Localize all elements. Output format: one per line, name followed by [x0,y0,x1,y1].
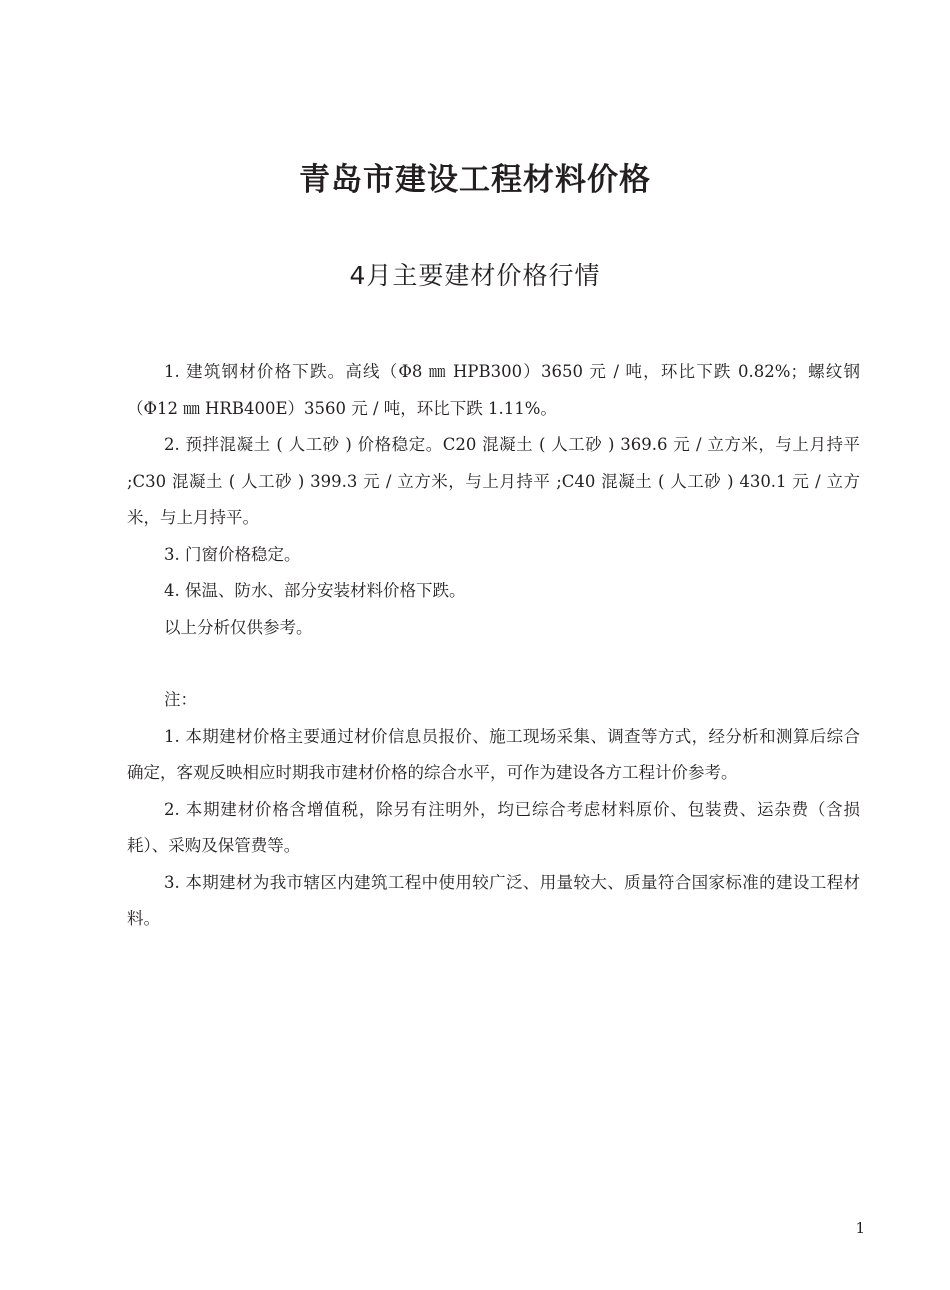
page-subtitle: 4月主要建材价格行情 [349,261,601,290]
analysis-item-steel: 1. 建筑钢材价格下跌。高线（Φ8 ㎜ HPB300）3650 元 / 吨，环比下跌 0.82%；螺纹钢（Φ12 ㎜ HRB400E）3560 元 / 吨，环比下跌 1.11%。 [127,362,860,418]
market-analysis [127,354,860,646]
notes-section [127,682,860,938]
analysis-item-insulation: 4. 保温、防水、部分安装材料价格下跌。 [164,581,466,600]
note-item-source: 1. 本期建材价格主要通过材价信息员报价、施工现场采集、调查等方式，经分析和测算后综合确定，客观反映相应时期我市建材价格的综合水平，可作为建设各方工程计价参考。 [127,726,860,782]
analysis-item-concrete: 2. 预拌混凝土 ( 人工砂 ) 价格稳定。C20 混凝土 ( 人工砂 ) 369.6 元 / 立方米，与上月持平 ;C30 混凝土 ( 人工砂 ) 399.3 元 / 立方米，与上月持平 ;C40 混凝土 ( 人工砂 ) 430.1 元 / 立方米，与上月持平。 [127,435,860,527]
analysis-item-doors-windows: 3. 门窗价格稳定。 [164,544,301,564]
page-title: 青岛市建设工程材料价格 [299,162,651,198]
note-item-tax: 2. 本期建材价格含增值税，除另有注明外，均已综合考虑材料原价、包装费、运杂费（含损耗）、采购及保管费等。 [127,799,860,855]
analysis-closing: 以上分析仅供参考。 [164,617,313,637]
page-number: 1 [855,1219,865,1237]
note-item-scope: 3. 本期建材为我市辖区内建筑工程中使用较广泛、用量较大、质量符合国家标准的建设工程材料。 [127,872,860,928]
notes-heading: 注： [164,690,197,709]
